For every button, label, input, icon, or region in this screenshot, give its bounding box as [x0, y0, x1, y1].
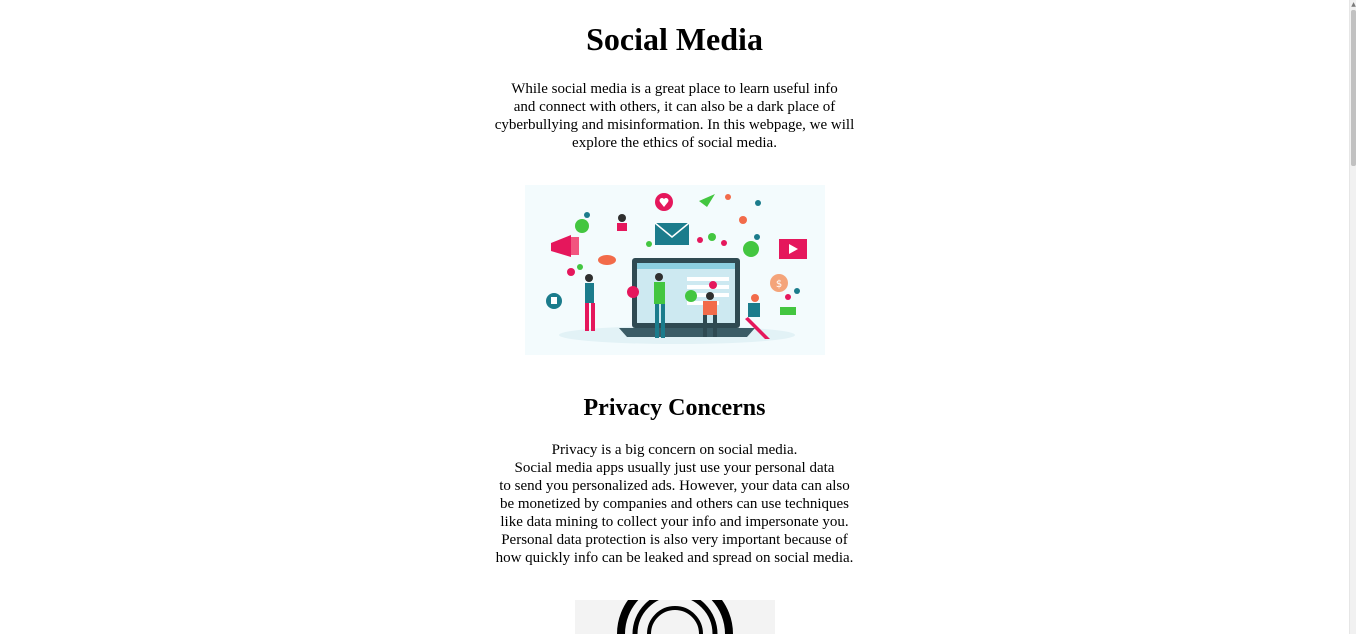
svg-text:$: $ — [775, 279, 783, 290]
section-heading-privacy: Privacy Concerns — [583, 395, 766, 421]
privacy-line: Privacy is a big concern on social media. — [551, 442, 798, 458]
privacy-line: be monetized by companies and others can use techniques — [499, 496, 850, 512]
privacy-line: to send you personalized ads. However, your data can also — [499, 478, 850, 494]
scrollbar-thumb[interactable] — [1351, 10, 1356, 166]
vertical-scrollbar[interactable] — [1349, 0, 1356, 634]
page-title: Social Media — [586, 21, 763, 57]
privacy-line: Personal data protection is also very important because of — [501, 532, 848, 548]
social-media-illustration-icon — [525, 185, 825, 355]
fingerprint-icon — [575, 600, 775, 634]
intro-paragraph — [0, 80, 1349, 152]
privacy-paragraph — [0, 441, 1349, 567]
privacy-line: like data mining to collect your info and impersonate you. — [500, 514, 849, 530]
intro-line: While social media is a great place to learn useful info — [511, 81, 838, 97]
privacy-line: how quickly info can be leaked and spread on social media. — [495, 550, 854, 566]
social-media-illustration — [525, 185, 825, 355]
intro-line: cyberbullying and misinformation. In this webpage, we will — [494, 117, 855, 133]
intro-line: explore the ethics of social media. — [572, 135, 777, 151]
scroll-up-arrow-icon[interactable]: ▲ — [1351, 1, 1356, 8]
intro-line: and connect with others, it can also be a dark place of — [513, 99, 836, 115]
privacy-image — [575, 600, 775, 634]
privacy-line: Social media apps usually just use your personal data — [514, 460, 835, 476]
